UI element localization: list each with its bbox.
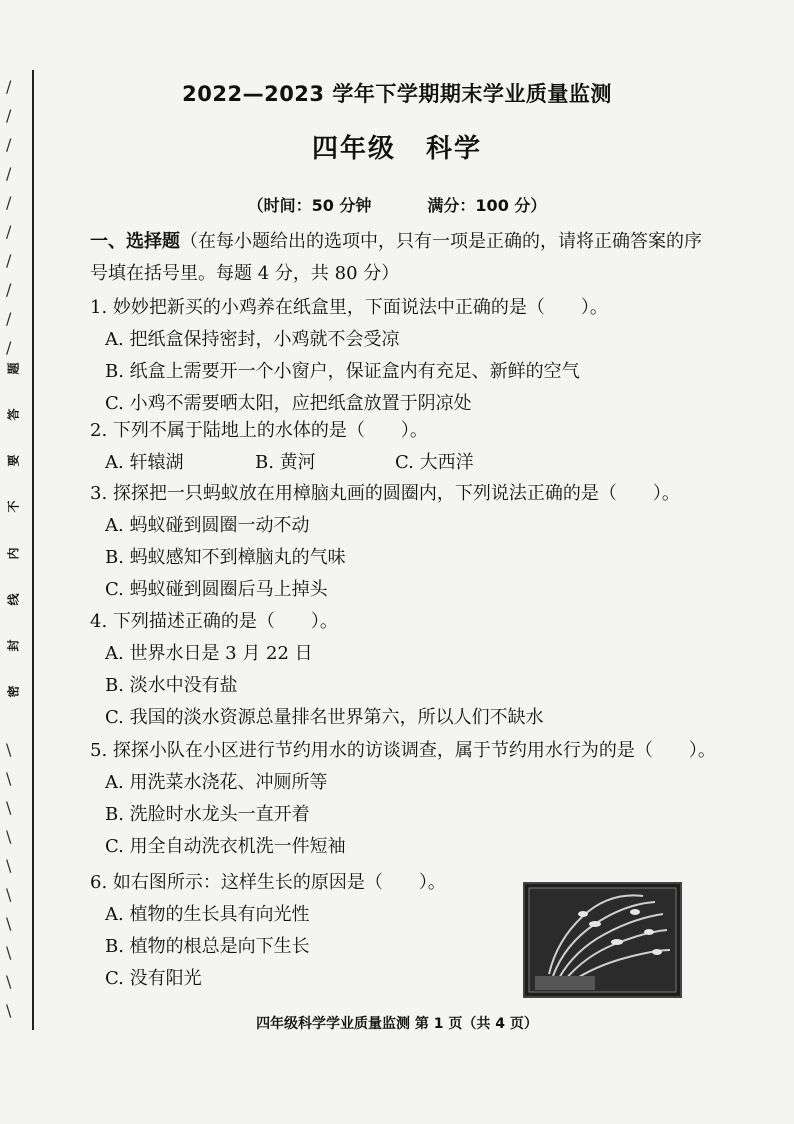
question-stem: 1. 妙妙把新买的小鸡养在纸盒里，下面说法中正确的是（ ）。 — [90, 297, 608, 318]
grade-label: 四年级 — [311, 134, 396, 164]
question-5 — [90, 735, 780, 863]
option-c: C. 小鸡不需要晒太阳，应把纸盒放置于阴凉处 — [105, 393, 472, 414]
seal-char: 要 — [6, 454, 21, 467]
option-a: A. 植物的生长具有向光性 — [105, 904, 310, 925]
margin-slashes-top: / / / / / / / / / / — [6, 77, 12, 357]
section-heading: 一、选择题 — [90, 231, 180, 252]
option-b: B. 植物的根总是向下生长 — [105, 936, 310, 957]
option-c: C. 用全自动洗衣机洗一件短袖 — [105, 836, 346, 857]
margin-slashes-bottom: \ \ \ \ \ \ \ \ \ \ — [6, 740, 12, 1020]
question-stem: 6. 如右图所示：这样生长的原因是（ ）。 — [90, 872, 446, 893]
instructions-line-2: 号填在括号里。每题 4 分，共 80 分） — [90, 263, 400, 284]
question-4 — [90, 606, 780, 734]
seal-char: 封 — [6, 639, 21, 652]
option-b: B. 纸盒上需要开一个小窗户，保证盒内有充足、新鲜的空气 — [105, 361, 580, 382]
option-b: B. 蚂蚁感知不到樟脑丸的气味 — [105, 547, 346, 568]
subject-label: 科学 — [426, 134, 483, 164]
exam-subtitle — [0, 128, 794, 165]
question-3 — [90, 478, 780, 606]
seal-char: 不 — [6, 500, 21, 513]
section-instructions — [90, 226, 780, 290]
plant-stems-image — [525, 884, 680, 996]
seal-line-text — [4, 360, 22, 700]
page-footer: 四年级科学学业质量监测 第 1 页（共 4 页） — [256, 1016, 538, 1032]
question-stem: 5. 探探小队在小区进行节约用水的访谈调查，属于节约用水行为的是（ ）。 — [90, 740, 716, 761]
option-b: B. 淡水中没有盐 — [105, 675, 238, 696]
option-c: C. 蚂蚁碰到圆圈后马上掉头 — [105, 579, 328, 600]
option-a: A. 世界水日是 3 月 22 日 — [105, 643, 313, 664]
options-row — [90, 447, 780, 479]
option-a: A. 蚂蚁碰到圆圈一动不动 — [105, 515, 310, 536]
option-c: C. 没有阳光 — [105, 968, 202, 989]
question-1 — [90, 292, 780, 420]
option-c: C. 我国的淡水资源总量排名世界第六，所以人们不缺水 — [105, 707, 544, 728]
seal-char: 题 — [6, 362, 21, 375]
exam-title: 2022—2023 学年下学期期末学业质量监测 — [182, 82, 612, 106]
question-stem: 4. 下列描述正确的是（ ）。 — [90, 611, 338, 632]
question-2 — [90, 415, 780, 479]
plant-growth-photo — [523, 882, 682, 998]
option-a: A. 轩辕湖 — [105, 452, 184, 473]
option-b: B. 洗脸时水龙头一直开着 — [105, 804, 310, 825]
seal-char: 内 — [6, 547, 21, 560]
option-c: C. 大西洋 — [395, 452, 474, 473]
option-a: A. 用洗菜水浇花、冲厕所等 — [105, 772, 328, 793]
seal-char: 答 — [6, 408, 21, 421]
full-score: 满分：100 分） — [427, 196, 547, 215]
exam-info — [0, 193, 794, 216]
seal-char: 线 — [6, 593, 21, 606]
instructions-line-1: （在每小题给出的选项中，只有一项是正确的，请将正确答案的序 — [180, 231, 702, 252]
time-limit: （时间：50 分钟 — [247, 196, 372, 215]
seal-char: 密 — [6, 685, 21, 698]
question-stem: 3. 探探把一只蚂蚁放在用樟脑丸画的圆圈内，下列说法正确的是（ ）。 — [90, 483, 680, 504]
option-a: A. 把纸盒保持密封，小鸡就不会受凉 — [105, 329, 400, 350]
option-b: B. 黄河 — [255, 452, 316, 473]
question-stem: 2. 下列不属于陆地上的水体的是（ ）。 — [90, 420, 428, 441]
